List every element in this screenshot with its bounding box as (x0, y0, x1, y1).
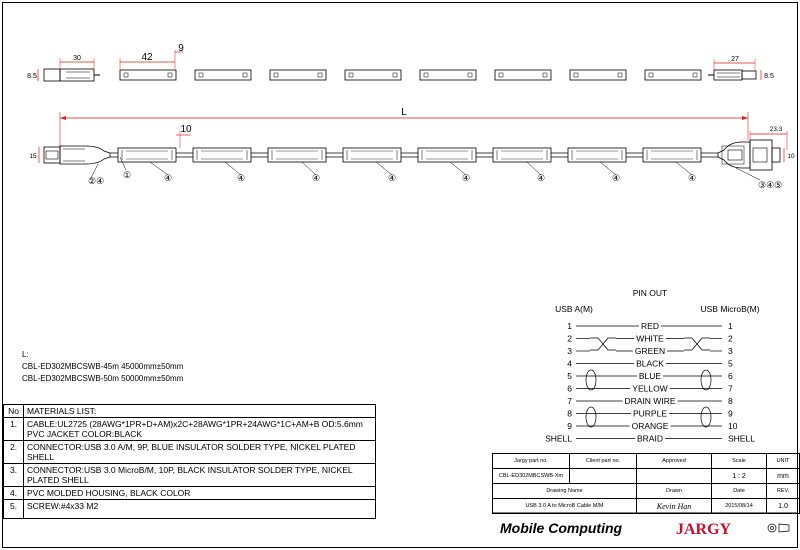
pin-wire-color: DRAIN WIRE (624, 396, 676, 406)
materials-item-no: 3. (4, 464, 24, 487)
side-housing (118, 148, 176, 162)
top-housing (495, 70, 551, 80)
title-block (492, 453, 800, 514)
pin-right-number: 3 (728, 346, 733, 356)
callout-housing: ④ (612, 173, 621, 183)
tb-client-part (570, 469, 637, 484)
pin-wire-color: RED (641, 321, 659, 331)
pin-left-number: 6 (567, 383, 572, 394)
tb-unit: mm (767, 469, 800, 484)
pin-wire-color: YELLOW (632, 383, 668, 394)
materials-item-text: CONNECTOR:USB 3.0 MicroB/M, 10P, BLACK INSULATOR SOLDER TYPE, NICKEL PLATED SHELL (24, 464, 376, 487)
pin-wire-color: WHITE (636, 333, 664, 344)
materials-item-text: CABLE:UL2725 (28AWG*1PR+D+AM)x2C+28AWG*1PR+24AWG*1C+AM+B OD:5.6mm PVC JACKET COLOR:BLACK (24, 418, 376, 441)
tb-drawn: Kevin Han (637, 499, 712, 514)
callout-right-connector: ③④⑤ (758, 180, 783, 190)
tb-jargy-part-label: Jargy part no. (493, 454, 570, 469)
pin-right-number: 9 (728, 408, 733, 419)
pin-wire-color: BLUE (638, 371, 662, 381)
pinout-row (567, 384, 733, 394)
pin-left-number: 2 (567, 333, 572, 344)
materials-row (4, 500, 376, 519)
top-housing (270, 70, 326, 80)
pin-left-number: 5 (567, 371, 572, 381)
tb-approved (637, 469, 712, 484)
materials-item-text: SCREW:#4x33 M2 (24, 500, 376, 519)
projection-symbol-icon (768, 524, 789, 532)
tb-drawing-name: USB 3.0 A to MicroB Cable M/M (493, 499, 637, 514)
materials-row (4, 464, 376, 487)
materials-item-no: 1. (4, 418, 24, 441)
materials-header-row (4, 405, 376, 418)
callout-housing: ④ (237, 173, 246, 183)
materials-item-no: 5. (4, 500, 24, 519)
pin-left-number: SHELL (545, 433, 572, 444)
pin-right-number: 7 (728, 383, 733, 394)
pin-left-number: 9 (567, 421, 572, 431)
materials-header-no: No (4, 405, 24, 418)
pin-right-number: 6 (728, 371, 733, 381)
materials-item-no: 4. (4, 487, 24, 500)
pin-right-number: 1 (728, 321, 733, 331)
length-spec (22, 349, 183, 385)
materials-row (4, 487, 376, 500)
materials-row (4, 418, 376, 441)
dim-top-left-length: 30 (73, 55, 81, 62)
materials-table (3, 404, 376, 519)
pin-left-number: 1 (567, 321, 572, 331)
callout-housing: ④ (688, 173, 697, 183)
materials-item-text: CONNECTOR:USB 3.0 A/M, 9P, BLUE INSULATOR SOLDER TYPE, NICKEL PLATED SHELL (24, 441, 376, 464)
tb-date: 2015/08/14 (712, 499, 767, 514)
jargy-logo: JARGY (676, 521, 732, 538)
pinout-title: PIN OUT (632, 288, 668, 298)
pin-wire-color: BLACK (636, 358, 664, 369)
materials-item-no: 2. (4, 441, 24, 464)
pinout-row (567, 359, 733, 369)
pinout-rows (545, 321, 755, 444)
top-housing-row (120, 70, 701, 80)
top-housing (120, 70, 176, 80)
pinout-row (567, 334, 733, 344)
tb-rev: 1.0 (767, 499, 800, 514)
top-housing (345, 70, 401, 80)
callout-housing: ④ (312, 173, 321, 183)
pinout-row (567, 409, 733, 419)
tb-scale-label: Scale (712, 454, 767, 469)
pin-right-number: 5 (728, 358, 733, 369)
materials-header-title: MATERIALS LIST: (24, 405, 376, 418)
pinout-row (545, 434, 755, 444)
pinout-diagram (545, 288, 760, 444)
materials-row (4, 441, 376, 464)
side-housing-row (118, 148, 701, 162)
side-housing (568, 148, 626, 162)
length-spec-line: CBL-ED302MBCSWB-45m 45000mm±50mm (22, 362, 184, 371)
top-housing (420, 70, 476, 80)
pin-wire-color: GREEN (634, 346, 666, 356)
dim-top-right-length: 27 (731, 56, 739, 63)
length-spec-heading: L: (22, 350, 29, 359)
pinout-right-header: USB MicroB(M) (700, 304, 760, 314)
tb-approved-label: Approved (637, 454, 712, 469)
pinout-row (567, 396, 733, 406)
side-view (29, 107, 795, 190)
pin-left-number: 8 (567, 408, 572, 419)
side-housing (268, 148, 326, 162)
callout-housing: ④ (388, 173, 397, 183)
tb-client-part-label: Client part no. (570, 454, 637, 469)
tb-drawn-label: Drawn (637, 484, 712, 499)
pinout-row (567, 371, 733, 381)
housing-callouts (150, 162, 696, 183)
pinout-cross-right (684, 338, 710, 350)
tb-rev-label: REV. (767, 484, 800, 499)
callout-cable: ① (123, 170, 132, 180)
dim-left-plug-height: 15 (29, 153, 37, 160)
top-housing (195, 70, 251, 80)
pin-right-number: SHELL (728, 433, 755, 444)
pinout-cross-left (590, 338, 616, 350)
callout-housing: ④ (537, 173, 546, 183)
tb-scale: 1 : 2 (712, 469, 767, 484)
pinout-row (567, 321, 733, 331)
dim-right-plug-width: 23.3 (769, 126, 783, 133)
tb-unit-label: UNIT (767, 454, 800, 469)
callout-housing: ④ (462, 173, 471, 183)
top-view (27, 43, 774, 81)
tb-drawing-name-label: Drawing Name (493, 484, 637, 499)
callout-housing: ④ (164, 173, 173, 183)
dim-right-plug-height: 10 (787, 153, 795, 160)
dim-top-right-height: 8.5 (764, 73, 774, 80)
length-spec-line: CBL-ED302MBCSWB-50m 50000mm±50mm (22, 374, 184, 383)
dim-top-left-height: 8.5 (27, 73, 37, 80)
pin-left-number: 7 (567, 396, 572, 406)
side-housing (193, 148, 251, 162)
pin-wire-color: PURPLE (632, 408, 668, 419)
side-housing (493, 148, 551, 162)
callout-left-connector: ②④ (88, 176, 105, 186)
tb-part-no: CBL-ED302MBCSWB-Xm (493, 469, 570, 484)
pinout-left-header: USB A(M) (555, 304, 593, 314)
side-housing (643, 148, 701, 162)
pin-right-number: 8 (728, 396, 733, 406)
top-housing (570, 70, 626, 80)
pin-left-number: 4 (567, 358, 572, 369)
mobile-computing-logo: Mobile Computing (500, 520, 623, 536)
side-housing (418, 148, 476, 162)
dim-top-housing-gap: 9 (178, 43, 184, 54)
top-housing (645, 70, 701, 80)
side-housing (343, 148, 401, 162)
pinout-row (567, 346, 733, 356)
dim-overall-length: L (401, 107, 407, 118)
dim-side-gap: 10 (180, 124, 192, 135)
dim-top-housing-length: 42 (141, 52, 153, 63)
pin-right-number: 2 (728, 333, 733, 344)
pin-wire-color: ORANGE (631, 421, 669, 431)
materials-item-text: PVC MOLDED HOUSING, BLACK COLOR (24, 487, 376, 500)
pin-left-number: 3 (567, 346, 572, 356)
tb-date-label: Date (712, 484, 767, 499)
logo-area (492, 513, 797, 538)
pin-right-number: 10 (728, 421, 738, 431)
pin-wire-color: BRAID (637, 433, 663, 444)
